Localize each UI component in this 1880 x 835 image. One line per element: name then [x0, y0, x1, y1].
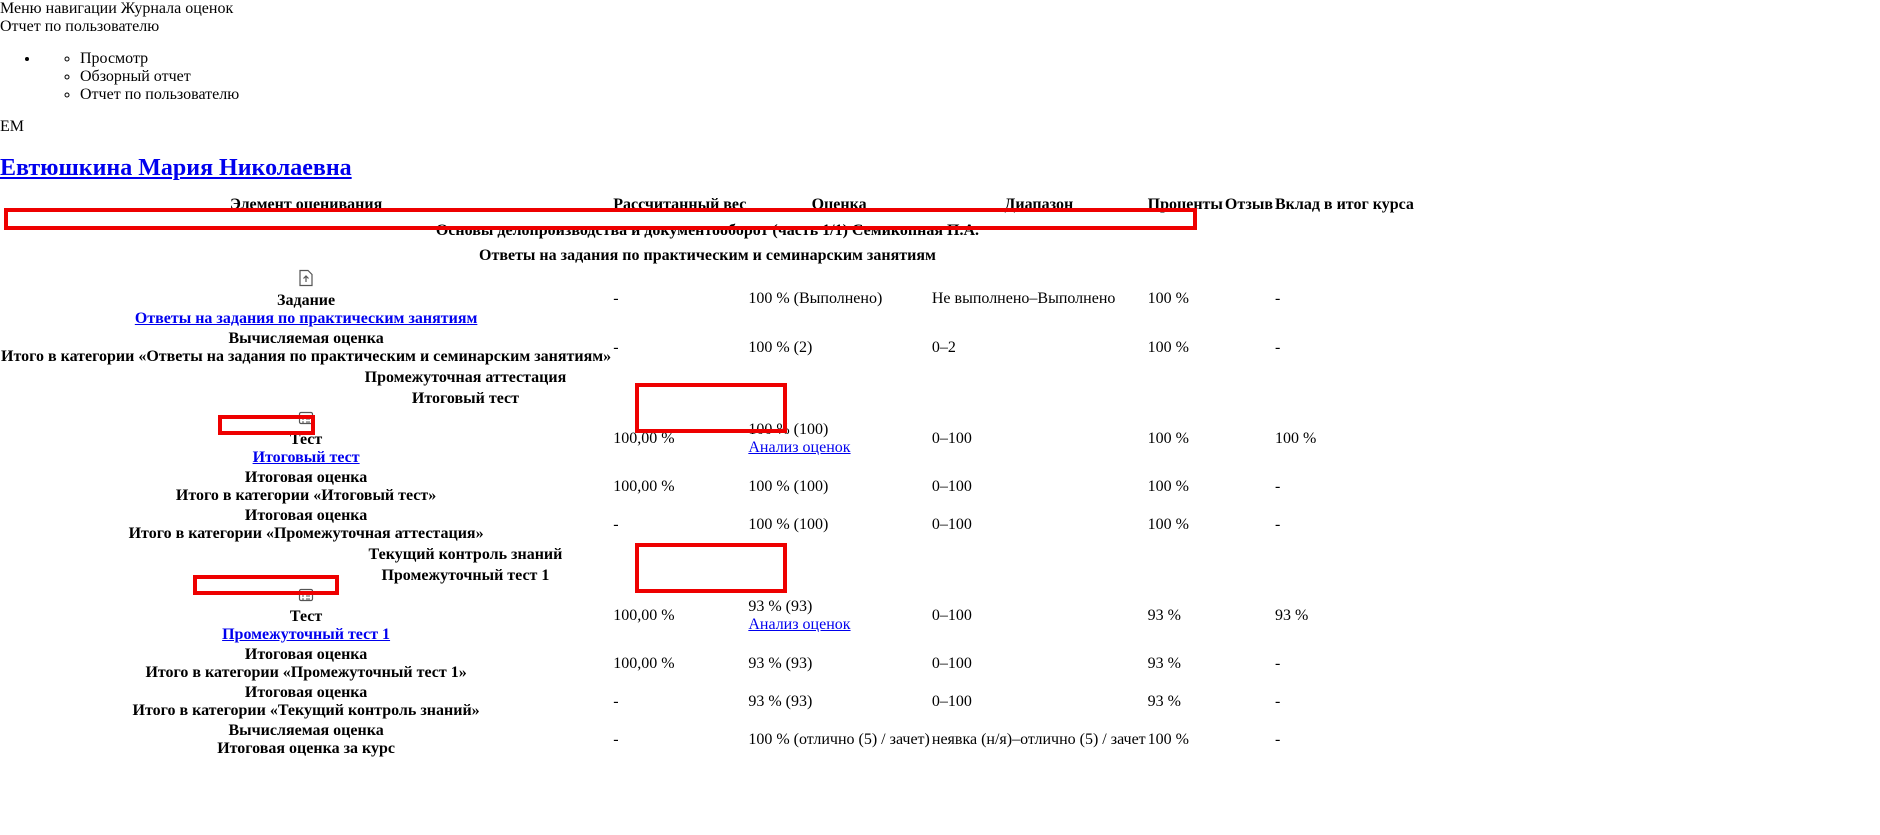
grade-item-cell [0, 683, 612, 721]
col-header-grade: Оценка [811, 196, 867, 213]
grade-item-type: Вычисляемая оценка [228, 330, 384, 347]
category-row [0, 544, 1415, 565]
quiz-icon [298, 410, 314, 431]
range-cell: 0–100 [931, 606, 972, 624]
user-grade-report-table [0, 192, 1415, 759]
weight-cell: 100,00 % [613, 429, 675, 447]
weight-cell: 100,00 % [613, 478, 675, 495]
table-row [0, 721, 1415, 759]
grade-item-link[interactable]: Промежуточный тест 1 [222, 626, 391, 643]
table-row [0, 506, 1415, 544]
grade-cell [747, 409, 931, 468]
contribution-cell: - [1274, 655, 1281, 672]
category-title: Промежуточная аттестация [364, 368, 567, 386]
percentage-cell: 93 % [1147, 693, 1181, 710]
grade-analysis-link[interactable]: Анализ оценок [748, 438, 851, 456]
category-total-label: Итого в категории «Ответы на задания по практическим и семинарским занятиям» [1, 348, 612, 365]
grade-item-cell [0, 586, 612, 645]
nav-item-overview-report[interactable]: ◦ Обзорный отчет [80, 68, 1880, 86]
range-cell: 0–100 [931, 693, 972, 710]
assignment-upload-icon [298, 269, 314, 292]
feedback-cell [1224, 268, 1274, 329]
weight-cell: 100,00 % [613, 606, 675, 624]
range-cell: Не выполнено–Выполнено [931, 289, 1116, 307]
range-cell: 0–100 [931, 516, 972, 533]
user-initials-avatar: ЕМ [0, 118, 24, 135]
grade-cell: 93 % (93) [748, 693, 813, 710]
contribution-cell: 100 % [1274, 429, 1317, 447]
category-row [0, 388, 1415, 409]
quiz-icon-svg [298, 410, 314, 426]
contribution-cell: - [1274, 693, 1281, 710]
report-nav-root [40, 50, 1880, 104]
feedback-cell [1224, 683, 1274, 721]
feedback-cell [1224, 645, 1274, 683]
grade-cell: 100 % (100) [748, 478, 829, 495]
grade-item-type: Итоговая оценка [244, 469, 368, 486]
contribution-cell: - [1274, 478, 1281, 495]
grade-item-type: Задание [277, 292, 336, 309]
percentage-cell: 100 % [1147, 516, 1189, 533]
feedback-cell [1224, 468, 1274, 506]
grade-cell: 93 % (93) [748, 655, 813, 672]
col-header-feedback: Отзыв [1224, 196, 1273, 213]
user-heading [0, 154, 1880, 182]
feedback-cell [1224, 506, 1274, 544]
grade-item-type: Итоговая оценка [244, 507, 368, 524]
contribution-cell: - [1274, 289, 1281, 307]
grade-cell: 100 % (2) [748, 339, 813, 356]
col-header-percentage: Проценты [1147, 196, 1223, 213]
report-nav-list [0, 50, 1880, 104]
table-row [0, 268, 1415, 329]
range-cell: неявка (н/я)–отлично (5) / зачет [931, 731, 1146, 748]
category-row [0, 243, 1415, 268]
col-header-grade-item[interactable]: Элемент оценивания [229, 196, 383, 213]
percentage-cell: 100 % [1147, 429, 1189, 447]
grade-item-cell [0, 645, 612, 683]
category-total-label: Итого в категории «Текущий контроль знаний» [132, 702, 480, 719]
range-cell: 0–100 [931, 655, 972, 672]
grade-item-link[interactable]: Ответы на задания по практическим занятиям [134, 310, 478, 327]
contribution-cell: - [1274, 339, 1281, 356]
course-total-label: Итоговая оценка за курс [217, 740, 395, 757]
gradebook-nav-menu-label: Меню навигации Журнала оценок [0, 0, 234, 17]
quiz-icon-svg [298, 587, 314, 603]
grade-item-cell [0, 721, 612, 759]
grade-item-type: Итоговая оценка [244, 646, 368, 663]
weight-cell: - [613, 289, 619, 307]
category-title: Итоговый тест [411, 389, 519, 407]
table-row [0, 329, 1415, 367]
grade-cell [747, 586, 931, 645]
table-row [0, 683, 1415, 721]
grade-value: 100 % (100) [748, 420, 829, 438]
category-row [0, 565, 1415, 586]
percentage-cell: 100 % [1147, 731, 1189, 748]
grade-cell: 100 % (Выполнено) [748, 289, 883, 307]
category-total-label: Итого в категории «Промежуточная аттестация» [128, 525, 484, 542]
grade-item-link[interactable]: Итоговый тест [252, 449, 360, 466]
grade-item-cell [0, 268, 612, 329]
range-cell: 0–100 [931, 429, 972, 447]
grade-item-cell [0, 329, 612, 367]
contribution-cell: 93 % [1274, 606, 1309, 624]
grade-item-cell [0, 468, 612, 506]
grade-item-type: Вычисляемая оценка [228, 722, 384, 739]
course-title: Основы делопроизводства и документооборот (часть 1/1) Семикопная П.А. [435, 221, 979, 239]
category-total-label: Итого в категории «Промежуточный тест 1» [145, 664, 467, 681]
table-row [0, 645, 1415, 683]
grade-item-type: Итоговая оценка [244, 684, 368, 701]
nav-item-view[interactable]: ◦ • Просмотр [80, 50, 1880, 68]
range-cell: 0–100 [931, 478, 972, 495]
grade-cell: 100 % (100) [748, 516, 829, 533]
weight-cell: - [613, 339, 619, 356]
grade-item-type: Тест [289, 608, 323, 625]
quiz-icon [298, 587, 314, 608]
weight-cell: - [613, 693, 619, 710]
range-cell: 0–2 [931, 339, 956, 356]
grade-analysis-link[interactable]: Анализ оценок [748, 615, 851, 633]
grade-item-type: Тест [289, 431, 323, 448]
assignment-upload-icon-svg [298, 269, 314, 287]
percentage-cell: 93 % [1147, 655, 1181, 672]
col-header-contribution: Вклад в итог курса [1274, 196, 1414, 213]
category-title: Промежуточный тест 1 [381, 566, 550, 584]
table-row [0, 586, 1415, 645]
category-row [0, 367, 1415, 388]
category-title: Ответы на задания по практическим и семинарским занятиям [479, 246, 936, 264]
grade-value: 93 % (93) [748, 597, 813, 615]
contribution-cell: - [1274, 731, 1281, 748]
feedback-cell [1224, 586, 1274, 645]
col-header-weight: Рассчитанный вес [613, 196, 747, 213]
weight-cell: 100,00 % [613, 655, 675, 672]
col-header-range: Диапазон [1004, 196, 1074, 213]
table-row [0, 468, 1415, 506]
category-title: Текущий контроль знаний [368, 545, 563, 563]
feedback-cell [1224, 329, 1274, 367]
percentage-cell: 100 % [1147, 289, 1189, 307]
contribution-cell: - [1274, 516, 1281, 533]
feedback-cell [1224, 409, 1274, 468]
percentage-cell: 100 % [1147, 339, 1189, 356]
weight-cell: - [613, 516, 619, 533]
table-row [0, 409, 1415, 468]
user-name-link[interactable]: Евтюшкина Мария Николаевна [0, 155, 352, 181]
report-nav-submenu [40, 50, 1880, 104]
course-category-row [0, 218, 1415, 243]
grade-item-cell [0, 409, 612, 468]
nav-item-user-report[interactable]: ◦ Отчет по пользователю [80, 86, 1880, 104]
current-report-label: Отчет по пользователю [0, 18, 160, 35]
grade-item-cell [0, 506, 612, 544]
percentage-cell: 93 % [1147, 606, 1181, 624]
feedback-cell [1224, 721, 1274, 759]
weight-cell: - [613, 731, 619, 748]
grade-cell: 100 % (отлично (5) / зачет) [748, 731, 930, 748]
category-total-label: Итого в категории «Итоговый тест» [175, 487, 437, 504]
percentage-cell: 100 % [1147, 478, 1189, 495]
